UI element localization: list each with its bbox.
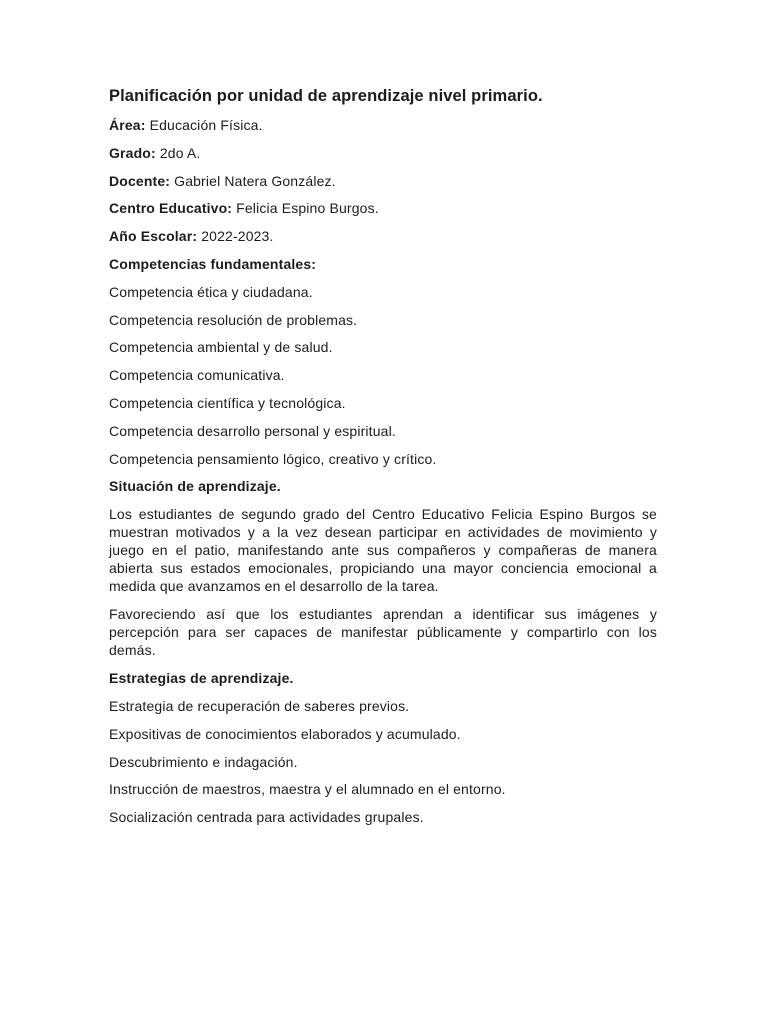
field-value: Felicia Espino Burgos. bbox=[232, 200, 379, 217]
competencias-heading: Competencias fundamentales: bbox=[109, 255, 317, 272]
competencia-item: Competencia científica y tecnológica. bbox=[109, 394, 346, 411]
field-label: Docente: bbox=[109, 172, 171, 189]
estrategia-item: Descubrimiento e indagación. bbox=[109, 753, 298, 770]
competencia-item: Competencia resolución de problemas. bbox=[109, 311, 358, 328]
estrategia-item: Estrategia de recuperación de saberes previos. bbox=[109, 697, 410, 714]
field-value: Educación Física. bbox=[145, 117, 263, 133]
competencia-item: Competencia ambiental y de salud. bbox=[109, 339, 333, 356]
field-docente bbox=[109, 172, 657, 190]
estrategias-heading: Estrategias de aprendizaje. bbox=[109, 670, 294, 687]
estrategia-item: Instrucción de maestros, maestra y el alumnado en el entorno. bbox=[109, 781, 506, 798]
competencia-item: Competencia comunicativa. bbox=[109, 367, 285, 384]
situacion-paragraph: Los estudiantes de segundo grado del Centro Educativo Felicia Espino Burgos se muestran motivados y a la vez desean participar en actividades de movimiento y juego en el patio, manifestando ante sus compañeros y compañeras de manera abierta sus estados emocionales, propiciando una mayor conciencia emocional a medida que avanzamos en el desarrollo de la tarea. bbox=[109, 506, 657, 595]
competencia-item: Competencia desarrollo personal y espiritual. bbox=[109, 422, 396, 439]
field-label: Centro Educativo: bbox=[109, 200, 233, 217]
situacion-heading: Situación de aprendizaje. bbox=[109, 478, 281, 495]
field-value: Gabriel Natera González. bbox=[170, 172, 336, 189]
field-label: Área: bbox=[109, 117, 146, 133]
field-ano-escolar bbox=[109, 227, 657, 245]
situacion-paragraph: Favoreciendo así que los estudiantes aprendan a identificar sus imágenes y percepción para ser capaces de manifestar públicamente y compartirlo con los demás. bbox=[109, 606, 657, 659]
estrategia-item: Socialización centrada para actividades grupales. bbox=[109, 809, 424, 826]
field-value: 2022-2023. bbox=[197, 228, 274, 245]
field-grado bbox=[109, 144, 657, 162]
field-label: Año Escolar: bbox=[109, 228, 198, 245]
field-label: Grado: bbox=[109, 144, 156, 161]
estrategia-item: Expositivas de conocimientos elaborados y acumulado. bbox=[109, 725, 461, 742]
document-title: Planificación por unidad de aprendizaje nivel primario. bbox=[109, 87, 543, 105]
field-value: 2do A. bbox=[155, 144, 201, 161]
competencia-item: Competencia pensamiento lógico, creativo y crítico. bbox=[109, 450, 437, 467]
competencia-item: Competencia ética y ciudadana. bbox=[109, 283, 313, 300]
field-area bbox=[109, 116, 657, 134]
document-content bbox=[109, 86, 657, 836]
field-centro-educativo bbox=[109, 199, 657, 217]
